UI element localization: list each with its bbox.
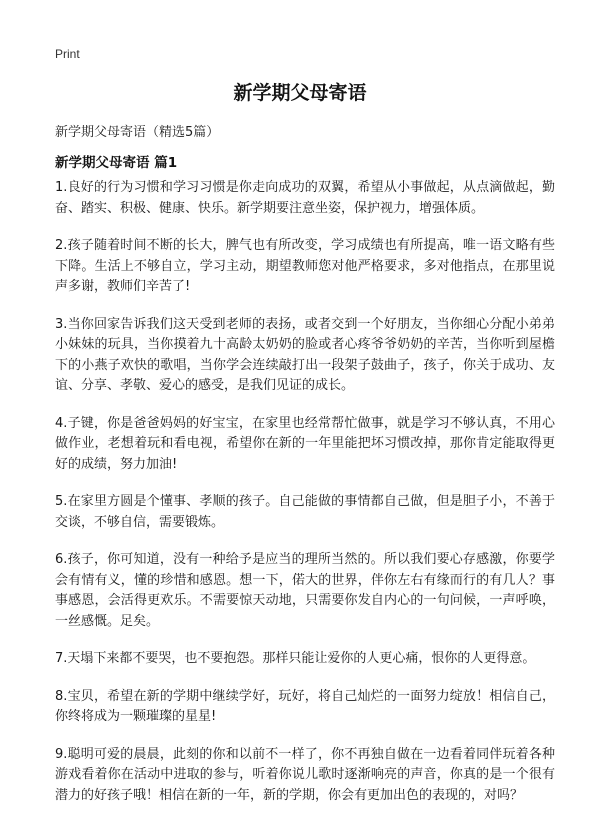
- message-paragraph-6: 6.孩子，你可知道，没有一种给予是应当的理所当然的。所以我们要心存感激，你要学会有情有义，懂的珍惜和感恩。想一下，偌大的世界，伴你左右有缘而行的有几人？事事感恩，会活得更欢乐。不需要惊天动地，只需要你发自内心的一句问候，一声呼唤，一丝感慨。足矣。: [55, 552, 555, 629]
- message-paragraph-8: 8.宝贝，希望在新的学期中继续学好，玩好，将自己灿烂的一面努力绽放！相信自己，你终将成为一颗璀璨的星星!: [55, 688, 555, 724]
- message-paragraph-7: 7.天塌下来都不要哭，也不要抱怨。那样只能让爱你的人更心痛，恨你的人更得意。: [55, 651, 536, 666]
- message-paragraph-3: 3.当你回家告诉我们这天受到老师的表扬，或者交到一个好朋友，当你细心分配小弟弟小妹妹的玩具，当你摸着九十高龄太奶奶的脸或者心疼爷爷奶奶的辛苦，当你听到屋檐下的小燕子欢快的歌唱，当你学会连续敲打出一段架子鼓曲子，孩子，你关于成功、友谊、分享、孝敬、爱心的感受，是我们见证的成长。: [55, 316, 555, 393]
- message-paragraph-9: 9.聪明可爱的晨晨，此刻的你和以前不一样了，你不再独自做在一边看着同伴玩着各种游戏看着你在活动中进取的参与，听着你说儿歌时逐渐响亮的声音，你真的是一个很有潜力的好孩子哦！相信在新的一年，新的学期，你会有更加出色的表现的，对吗？: [55, 746, 555, 803]
- document-subtitle: 新学期父母寄语（精选5篇）: [55, 125, 220, 140]
- print-link[interactable]: Print: [55, 47, 80, 61]
- page-title: 新学期父母寄语: [233, 82, 367, 104]
- message-list: [55, 178, 555, 823]
- section-heading: 新学期父母寄语 篇1: [55, 155, 178, 171]
- message-paragraph-2: 2.孩子随着时间不断的长大，脾气也有所改变，学习成绩也有所提高，唯一语文略有些下降。生活上不够自立，学习主动，期望教师您对他严格要求，多对他指点，在那里说声多谢，教师们辛苦了!: [55, 238, 555, 294]
- message-paragraph-1: 1.良好的行为习惯和学习习惯是你走向成功的双翼，希望从小事做起，从点滴做起，勤奋、踏实、积极、健康、快乐。新学期要注意坐姿，保护视力，增强体质。: [55, 180, 555, 216]
- message-paragraph-5: 5.在家里方圆是个懂事、孝顺的孩子。自己能做的事情都自己做，但是胆子小，不善于交谈，不够自信，需要锻炼。: [55, 494, 555, 530]
- message-paragraph-4: 4.子键，你是爸爸妈妈的好宝宝，在家里也经常帮忙做事，就是学习不够认真，不用心做作业，老想着玩和看电视，希望你在新的一年里能把坏习惯改掉，那你肯定能取得更好的成绩，努力加油!: [55, 415, 555, 472]
